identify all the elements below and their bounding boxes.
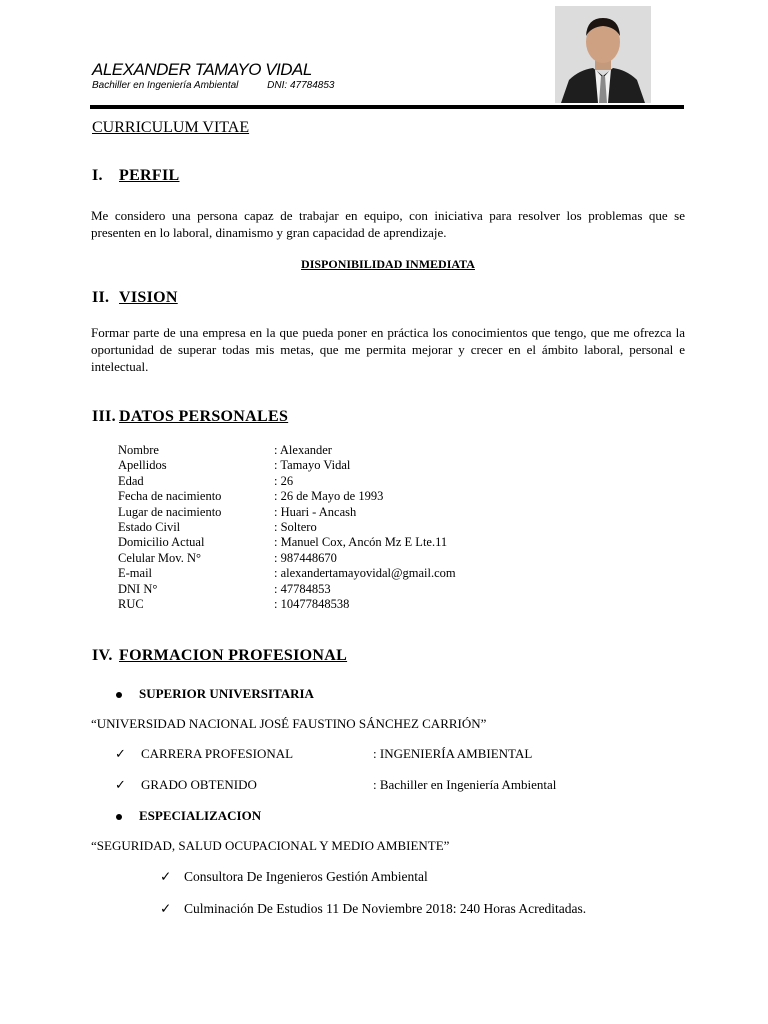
detail-value: : Bachiller en Ingeniería Ambiental bbox=[373, 777, 557, 792]
specialization-item bbox=[160, 869, 428, 885]
data-value: : alexandertamayovidal@gmail.com bbox=[274, 566, 456, 581]
detail-label: GRADO OBTENIDO bbox=[141, 777, 257, 792]
header-subtitle bbox=[92, 80, 334, 91]
data-value: : 26 de Mayo de 1993 bbox=[274, 489, 384, 504]
data-label: Fecha de nacimiento bbox=[118, 489, 222, 504]
data-row-domicilio bbox=[118, 535, 456, 550]
data-value: : Alexander bbox=[274, 443, 332, 457]
section-vision-heading bbox=[92, 289, 178, 307]
data-row-nombre bbox=[118, 443, 456, 458]
data-value: : 10477848538 bbox=[274, 597, 350, 612]
document-title: CURRICULUM VITAE bbox=[92, 119, 250, 136]
data-row-edad bbox=[118, 474, 456, 489]
section-title: VISION bbox=[119, 289, 178, 306]
check-icon: ✓ bbox=[160, 901, 172, 916]
availability-note: DISPONIBILIDAD INMEDIATA bbox=[301, 257, 475, 271]
superior-heading bbox=[116, 686, 314, 702]
section-title: PERFIL bbox=[119, 167, 180, 184]
header-divider bbox=[90, 105, 684, 109]
data-value: : Manuel Cox, Ancón Mz E Lte.11 bbox=[274, 535, 448, 550]
section-number: IV. bbox=[92, 647, 113, 664]
university-name: “UNIVERSIDAD NACIONAL JOSÉ FAUSTINO SÁNCHEZ CARRIÓN” bbox=[91, 716, 487, 731]
check-icon: ✓ bbox=[115, 777, 126, 792]
section-datos-heading bbox=[92, 408, 288, 426]
section-number: I. bbox=[92, 167, 103, 184]
data-value: : 987448670 bbox=[274, 550, 337, 565]
perfil-text: Me considero una persona capaz de trabajar en equipo, con iniciativa para resolver los problemas que se presenten en lo laboral, dinamismo y gran capacidad de aprendizaje. bbox=[91, 208, 685, 240]
data-row-ruc bbox=[118, 597, 456, 612]
data-value: : Huari - Ancash bbox=[274, 504, 357, 519]
vision-text: Formar parte de una empresa en la que pueda poner en práctica los conocimientos que tengo, que me ofrezca la oportunidad de superar todas mis metas, que me permita mejorar y crecer en el ámbito laboral, personal e intelectual. bbox=[91, 325, 685, 374]
data-label: Celular Mov. N° bbox=[118, 550, 201, 565]
check-icon: ✓ bbox=[115, 746, 126, 761]
specialization-name: “SEGURIDAD, SALUD OCUPACIONAL Y MEDIO AMBIENTE” bbox=[91, 838, 450, 853]
data-label: DNI N° bbox=[118, 581, 158, 596]
data-label: E-mail bbox=[118, 566, 153, 581]
data-label: Lugar de nacimiento bbox=[118, 504, 222, 519]
data-label: Apellidos bbox=[118, 458, 167, 473]
person-portrait-icon bbox=[555, 6, 651, 103]
specialization-item bbox=[160, 901, 586, 917]
data-value: : Soltero bbox=[274, 520, 317, 535]
section-number: III. bbox=[92, 408, 116, 425]
data-label: Edad bbox=[118, 473, 144, 488]
detail-label: CARRERA PROFESIONAL bbox=[141, 746, 294, 761]
data-row-dni bbox=[118, 582, 456, 597]
detail-value: : INGENIERÍA AMBIENTAL bbox=[373, 746, 533, 761]
education-detail-row bbox=[115, 777, 556, 793]
data-value: : 47784853 bbox=[274, 581, 331, 596]
education-detail-row bbox=[115, 746, 532, 762]
data-row-estado-civil bbox=[118, 520, 456, 535]
section-title: DATOS PERSONALES bbox=[119, 408, 289, 425]
data-value: : Tamayo Vidal bbox=[274, 458, 351, 473]
section-perfil-heading bbox=[92, 167, 179, 185]
specialization-label: ESPECIALIZACION bbox=[139, 808, 262, 823]
superior-label: SUPERIOR UNIVERSITARIA bbox=[139, 686, 314, 701]
data-row-celular bbox=[118, 551, 456, 566]
data-label: RUC bbox=[118, 597, 144, 612]
data-label: Nombre bbox=[118, 443, 159, 457]
bullet-icon bbox=[116, 814, 122, 820]
applicant-name: ALEXANDER TAMAYO VIDAL bbox=[92, 60, 312, 79]
data-row-fecha-nacimiento bbox=[118, 489, 456, 504]
data-value: : 26 bbox=[274, 473, 294, 488]
specialization-heading bbox=[116, 808, 261, 824]
personal-data-list bbox=[118, 443, 456, 612]
data-row-lugar-nacimiento bbox=[118, 505, 456, 520]
dni-text: DNI: 47784853 bbox=[267, 80, 335, 91]
bullet-icon bbox=[116, 692, 122, 698]
data-row-email bbox=[118, 566, 456, 581]
section-title: FORMACION PROFESIONAL bbox=[119, 647, 348, 664]
data-label: Estado Civil bbox=[118, 520, 181, 535]
specialization-item-text: Consultora De Ingenieros Gestión Ambiental bbox=[184, 869, 428, 884]
specialization-item-text: Culminación De Estudios 11 De Noviembre 2018: 240 Horas Acreditadas. bbox=[184, 901, 587, 916]
data-row-apellidos bbox=[118, 458, 456, 473]
section-number: II. bbox=[92, 289, 110, 306]
degree-text: Bachiller en Ingeniería Ambiental bbox=[92, 80, 239, 91]
data-label: Domicilio Actual bbox=[118, 535, 205, 550]
profile-photo bbox=[555, 6, 651, 103]
section-formacion-heading bbox=[92, 647, 347, 665]
check-icon: ✓ bbox=[160, 869, 172, 884]
